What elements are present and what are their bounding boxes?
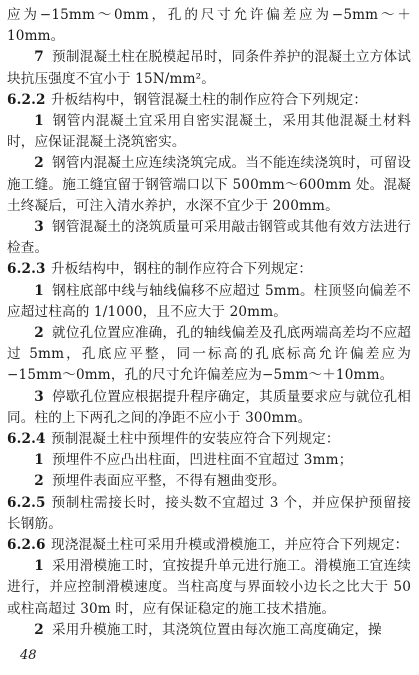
item-number: 2 [34,325,44,342]
item-number: 1 [34,558,44,575]
clause-number: 6.2.2 [7,91,46,108]
list-item [7,620,411,641]
item-text: 钢管混凝土的浇筑质量可采用敲击钢管或其他有效方法进行检查。 [7,219,411,257]
item-text: 采用滑模施工时，宜按提升单元进行施工。滑模施工宜连续进行，并应控制滑模速度。当柱高度与界面较小边长之比大于 50 或柱高超过 30m 时，应有保证稳定的施工技术措施。 [7,558,411,617]
clause-heading [7,535,411,556]
paragraph-text: 应为−15mm～0mm，孔的尺寸允许偏差应为−5mm～＋10mm。 [7,7,411,45]
list-item [7,387,411,429]
clause-text: 升板结构中，钢管混凝土柱的制作应符合下列规定： [51,91,368,108]
clause-number: 6.2.3 [7,261,46,278]
item-number: 2 [34,621,44,638]
clause-text: 预制柱需接长时，接头数不宜超过 3 个，并应保护预留接长钢筋。 [7,494,411,532]
item-number: 2 [34,155,44,172]
item-number: 3 [34,219,44,236]
clause-heading [7,429,411,450]
list-item [7,47,411,89]
item-text: 预埋件表面应平整，不得有翘曲变形。 [51,473,286,490]
clause-number: 6.2.4 [7,431,46,448]
item-text: 采用升模施工时，其浇筑位置由每次施工高度确定，操 [51,621,382,638]
clause-heading [7,493,411,535]
item-number: 1 [34,113,44,130]
paragraph-continuation [7,5,411,47]
item-number: 3 [34,388,44,405]
list-item [7,556,411,620]
item-text: 就位孔位置应准确，孔的轴线偏差及孔底两端高差均不应超过 5mm，孔底应平整，同一标高的孔底标高允许偏差应为−15mm～0mm，孔的尺寸允许偏差应为−5mm～＋10mm。 [7,325,411,384]
clause-heading [7,90,411,111]
item-text: 停歇孔位置应根据提升程序确定，其质量要求应与就位孔相同。柱的上下两孔之间的净距不应小于 300mm。 [7,388,411,426]
clause-text: 升板结构中，钢柱的制作应符合下列规定： [51,261,313,278]
list-item [7,153,411,217]
item-number: 7 [34,49,44,66]
list-item [7,217,411,259]
page-number: 48 [20,648,37,663]
list-item [7,111,411,153]
clause-text: 预制混凝土柱中预埋件的安装应符合下列规定： [51,431,340,448]
item-number: 2 [34,473,44,490]
list-item [7,323,411,387]
document-body [7,5,411,641]
item-text: 预制混凝土柱在脱模起吊时，同条件养护的混凝土立方体试块抗压强度不宜小于 15N/mm²。 [7,49,411,87]
list-item [7,471,411,492]
clause-number: 6.2.6 [7,537,46,554]
clause-number: 6.2.5 [7,494,46,511]
item-text: 钢管内混凝土应连续浇筑完成。当不能连续浇筑时，可留设施工缝。施工缝宜留于钢管端口以下 500mm～600mm 处。混凝土终凝后，可注入清水养护，水深不宜少于 200mm。 [7,155,411,214]
item-number: 1 [34,452,44,469]
item-text: 钢管内混凝土宜采用自密实混凝土，采用其他混凝土材料时，应保证混凝土浇筑密实。 [7,113,411,151]
clause-text: 现浇混凝土柱可采用升模或滑模施工，并应符合下列规定： [51,537,409,554]
clause-heading [7,259,411,280]
item-text: 预埋件不应凸出柱面，凹进柱面不宜超过 3mm； [51,452,353,469]
item-text: 钢柱底部中线与轴线偏移不应超过 5mm。柱顶竖向偏差不应超过柱高的 1/1000，且不应大于 20mm。 [7,282,411,320]
list-item [7,281,411,323]
list-item [7,450,411,471]
item-number: 1 [34,282,44,299]
